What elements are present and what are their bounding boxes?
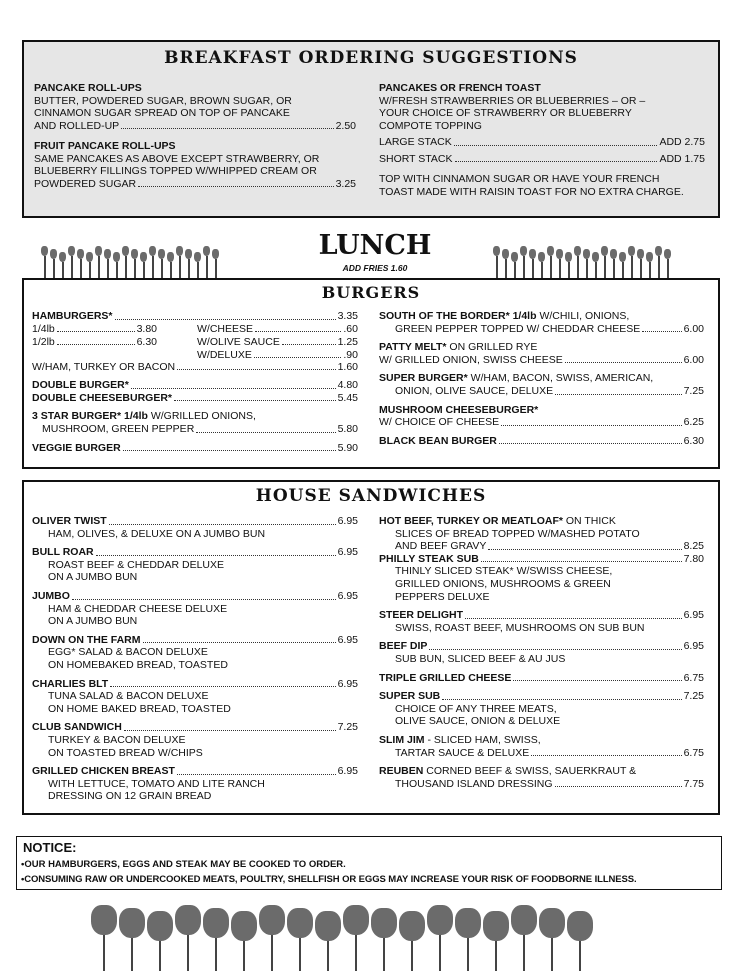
item-name: DOUBLE BURGER* [32, 379, 129, 392]
tulip-icon [158, 249, 165, 278]
lunch-title: LUNCH [318, 230, 432, 261]
item-name: HAMBURGERS* [32, 310, 113, 322]
tulip-icon [315, 911, 341, 971]
price: 6.00 [683, 353, 704, 366]
tulip-icon [149, 246, 156, 278]
tulip-border-left [40, 240, 240, 278]
item-desc: HAM & CHEDDAR CHEESE DELUXE [48, 602, 228, 615]
price: 2.50 [335, 119, 356, 132]
item-name: TRIPLE GRILLED CHEESE [379, 671, 512, 684]
item-desc: ONION, OLIVE SAUCE, DELUXE [395, 384, 554, 397]
breakfast-title: BREAKFAST ORDERING SUGGESTIONS [164, 48, 578, 68]
tulip-icon [343, 905, 369, 971]
item-desc: GREEN PEPPER TOPPED W/ CHEDDAR CHEESE [395, 322, 641, 335]
price: 6.95 [337, 677, 358, 690]
tulip-icon [455, 908, 481, 971]
tulip-icon [664, 249, 671, 278]
price: 6.95 [337, 515, 358, 527]
price: 6.95 [683, 640, 704, 653]
tulip-icon [483, 911, 509, 971]
tulip-icon [167, 252, 174, 278]
price: 6.25 [683, 416, 704, 429]
tulip-icon [646, 252, 653, 278]
price: .60 [343, 322, 358, 335]
notice-line: •CONSUMING RAW OR UNDERCOOKED MEATS, POULTRY, SHELLFISH OR EGGS MAY INCREASE YOUR RISK OF FOODBORNE ILLNESS. [21, 874, 637, 885]
tulip-icon [113, 252, 120, 278]
item-desc: AND BEEF GRAVY [395, 540, 487, 553]
price: 6.75 [683, 671, 704, 684]
price: 6.95 [337, 633, 358, 646]
item-desc: YOUR CHOICE OF STRAWBERRY OR BLUEBERRY [379, 107, 632, 119]
tulip-icon [59, 252, 66, 278]
tulip-icon [122, 246, 129, 278]
sandwiches-right [379, 515, 704, 790]
item-name: MUSHROOM CHEESEBURGER* [379, 403, 539, 416]
tulip-icon [610, 249, 617, 278]
price: 6.75 [683, 746, 704, 759]
item-desc: SUB BUN, SLICED BEEF & AU JUS [395, 652, 566, 665]
option: W/DELUXE [197, 348, 252, 361]
price: 5.45 [337, 391, 358, 404]
tulip-icon [567, 911, 593, 971]
item-name: PANCAKE ROLL-UPS [34, 82, 142, 94]
price: 1.60 [337, 360, 358, 373]
item-desc: EGG* SALAD & BACON DELUXE [48, 646, 208, 659]
tulip-icon [655, 246, 662, 278]
item-desc: SAME PANCAKES AS ABOVE EXCEPT STRAWBERRY, OR [34, 152, 320, 165]
price: 6.30 [683, 434, 704, 447]
sandwich-row [32, 765, 358, 778]
item-desc: OLIVE SAUCE, ONION & DELUXE [395, 715, 561, 728]
price: 6.00 [683, 322, 704, 335]
burgers-left [32, 310, 358, 454]
tulip-icon [212, 249, 219, 278]
price: 7.80 [683, 552, 704, 565]
stack-row: SHORT STACK ADD 1.75 [379, 152, 705, 165]
notice-line: •OUR HAMBURGERS, EGGS AND STEAK MAY BE COOKED TO ORDER. [21, 859, 346, 870]
price: 3.25 [335, 177, 356, 190]
tulip-icon [50, 249, 57, 278]
item-desc: THOUSAND ISLAND DRESSING [395, 777, 553, 790]
tulip-icon [511, 252, 518, 278]
notice-title: NOTICE: [23, 840, 77, 855]
item-desc: W/ CHOICE OF CHEESE [379, 416, 500, 429]
item-name: SUPER BURGER* [379, 372, 468, 385]
tulip-icon [147, 911, 173, 971]
item-name: JUMBO [32, 589, 70, 602]
item-name: BULL ROAR [32, 546, 94, 559]
tulip-icon [95, 246, 102, 278]
tulip-icon [574, 246, 581, 278]
price: 5.80 [337, 422, 358, 435]
tulip-icon [520, 246, 527, 278]
item-name: GRILLED CHICKEN BREAST [32, 765, 175, 778]
price: 3.80 [136, 322, 157, 335]
item-desc: COMPOTE TOPPING [379, 119, 482, 132]
price: .90 [343, 348, 358, 361]
tulip-icon [175, 905, 201, 971]
item-name: PANCAKES OR FRENCH TOAST [379, 82, 541, 94]
price: 6.95 [337, 546, 358, 559]
item-desc: CHOICE OF ANY THREE MEATS, [395, 702, 557, 715]
price: 4.80 [337, 379, 358, 392]
tulip-icon [637, 249, 644, 278]
sandwiches-box [22, 480, 720, 815]
item-desc: BUTTER, POWDERED SUGAR, BROWN SUGAR, OR [34, 94, 292, 107]
tulip-icon [601, 246, 608, 278]
price: 6.30 [136, 335, 157, 348]
item-name: SUPER SUB [379, 690, 441, 703]
tulip-icon [427, 905, 453, 971]
tulip-icon [91, 905, 117, 971]
tulip-icon [511, 905, 537, 971]
item-name: DOUBLE CHEESEBURGER* [32, 391, 173, 404]
note: TOAST MADE WITH RAISIN TOAST FOR NO EXTRA CHARGE. [379, 185, 684, 198]
item-desc: TARTAR SAUCE & DELUXE [395, 746, 530, 759]
tulip-icon [194, 252, 201, 278]
item-desc: - SLICED HAM, SWISS, [427, 733, 541, 746]
tulip-icon [493, 246, 500, 278]
tulip-icon [140, 252, 147, 278]
item-desc: CINNAMON SUGAR SPREAD ON TOP OF PANCAKE [34, 107, 290, 119]
tulip-icon [41, 246, 48, 278]
tulip-icon [104, 249, 111, 278]
item-name: FRUIT PANCAKE ROLL-UPS [34, 140, 176, 152]
sandwiches-title: HOUSE SANDWICHES [255, 486, 487, 506]
tulip-icon [556, 249, 563, 278]
item-desc: HAM, OLIVES, & DELUXE ON A JUMBO BUN [48, 527, 266, 540]
item-price-row: AND ROLLED-UP 2.50 [34, 119, 356, 132]
item-name: CLUB SANDWICH [32, 721, 122, 734]
option: W/CHEESE [197, 322, 254, 335]
item-name: PHILLY STEAK SUB [379, 552, 479, 565]
sandwich-row [32, 634, 358, 647]
sandwich-row [32, 678, 358, 691]
item-desc: W/HAM, BACON, SWISS, AMERICAN, [470, 372, 654, 385]
option: W/HAM, TURKEY OR BACON [32, 360, 176, 373]
item-name: BEEF DIP [379, 640, 428, 653]
tulip-icon [371, 908, 397, 971]
item-desc: W/CHILI, ONIONS, [539, 310, 630, 322]
item-desc: ON THICK [565, 515, 616, 527]
tulip-icon [547, 246, 554, 278]
price: 3.35 [337, 310, 358, 322]
item-desc: PEPPERS DELUXE [395, 590, 490, 603]
tulip-icon [565, 252, 572, 278]
tulip-icon [176, 246, 183, 278]
item-desc: GRILLED ONIONS, MUSHROOMS & GREEN [395, 577, 611, 590]
burgers-right [379, 310, 704, 447]
price: 6.95 [337, 765, 358, 778]
notice-box [16, 836, 722, 890]
item-name: OLIVER TWIST [32, 515, 107, 527]
price: 7.25 [337, 721, 358, 734]
item-name: PATTY MELT* [379, 341, 447, 354]
tulip-icon [203, 908, 229, 971]
breakfast-left [34, 82, 356, 190]
tulip-icon [538, 252, 545, 278]
item-name: CHARLIES BLT [32, 677, 109, 690]
item-desc: ON A JUMBO BUN [48, 571, 138, 584]
tulip-icon [529, 249, 536, 278]
price: 7.75 [683, 777, 704, 790]
tulip-icon [203, 246, 210, 278]
item-desc: WITH LETTUCE, TOMATO AND LITE RANCH [48, 777, 265, 790]
item-name: DOWN ON THE FARM [32, 633, 141, 646]
item-desc: MUSHROOM, GREEN PEPPER [42, 422, 195, 435]
item-name: STEER DELIGHT [379, 609, 464, 622]
price: 5.90 [337, 441, 358, 454]
price: ADD 1.75 [659, 152, 705, 165]
tulip-icon [619, 252, 626, 278]
item-name: REUBEN [379, 765, 424, 778]
tulip-icon [86, 252, 93, 278]
item-name: HOT BEEF, TURKEY OR MEATLOAF* [379, 515, 563, 527]
tulip-icon [119, 908, 145, 971]
lunch-subtitle: ADD FRIES 1.60 [342, 263, 408, 273]
price: 6.95 [683, 609, 704, 622]
size: 1/2lb [32, 335, 55, 348]
tulip-icon [592, 252, 599, 278]
sandwich-row [32, 590, 358, 603]
item-name: VEGGIE BURGER [32, 441, 121, 454]
tulip-icon [131, 249, 138, 278]
price: 7.25 [683, 690, 704, 703]
item-price-row: POWDERED SUGAR 3.25 [34, 177, 356, 190]
item-name: 3 STAR BURGER* 1/4lb [32, 410, 148, 423]
breakfast-right [379, 82, 705, 198]
stack-row: LARGE STACK ADD 2.75 [379, 136, 705, 148]
tulip-border-right [492, 240, 692, 278]
price: 7.25 [683, 384, 704, 397]
item-desc: ON TOASTED BREAD W/CHIPS [48, 746, 203, 759]
burgers-title: BURGERS [321, 283, 421, 302]
price: ADD 2.75 [659, 136, 705, 148]
item-desc: CORNED BEEF & SWISS, SAUERKRAUT & [426, 765, 637, 778]
tulip-icon [539, 908, 565, 971]
price: 6.95 [337, 589, 358, 602]
item-desc: ON HOME BAKED BREAD, TOASTED [48, 702, 231, 715]
item-desc: ON HOMEBAKED BREAD, TOASTED [48, 658, 228, 671]
tulip-icon [259, 905, 285, 971]
tulip-icon [287, 908, 313, 971]
item-desc: TURKEY & BACON DELUXE [48, 733, 186, 746]
sandwich-row [32, 721, 358, 734]
tulip-icon [583, 249, 590, 278]
price: 1.25 [337, 335, 358, 348]
tulip-icon [628, 246, 635, 278]
item-desc: ON GRILLED RYE [449, 341, 538, 354]
item-desc: DRESSING ON 12 GRAIN BREAD [48, 790, 212, 803]
item-name: SOUTH OF THE BORDER* 1/4lb [379, 310, 537, 322]
item-desc: TUNA SALAD & BACON DELUXE [48, 690, 209, 703]
price: 8.25 [683, 540, 704, 553]
tulip-icon [185, 249, 192, 278]
sandwiches-left [32, 515, 358, 809]
size: 1/4lb [32, 322, 55, 335]
item-desc: SWISS, ROAST BEEF, MUSHROOMS ON SUB BUN [395, 621, 645, 634]
burgers-box [22, 278, 720, 469]
tulip-icon [77, 249, 84, 278]
item-desc: THINLY SLICED STEAK* W/SWISS CHEESE, [395, 565, 613, 578]
tulip-icon [399, 911, 425, 971]
option: W/OLIVE SAUCE [197, 335, 280, 348]
tulip-icon [68, 246, 75, 278]
item-desc: SLICES OF BREAD TOPPED W/MASHED POTATO [395, 527, 640, 540]
item-desc: ON A JUMBO BUN [48, 615, 138, 628]
item-name: BLACK BEAN BURGER [379, 434, 497, 447]
sandwich-row [32, 546, 358, 559]
breakfast-box [22, 40, 720, 218]
sandwich-row [32, 515, 358, 528]
item-desc: BLUEBERRY FILLINGS TOPPED W/WHIPPED CREAM OR [34, 165, 317, 177]
item-desc: W/GRILLED ONIONS, [150, 410, 256, 423]
tulip-border-bottom [90, 898, 670, 971]
tulip-icon [502, 249, 509, 278]
item-name: SLIM JIM [379, 733, 425, 746]
item-desc: ROAST BEEF & CHEDDAR DELUXE [48, 558, 225, 571]
item-desc: W/FRESH STRAWBERRIES OR BLUEBERRIES – OR – [379, 94, 646, 107]
note: TOP WITH CINNAMON SUGAR OR HAVE YOUR FRENCH [379, 173, 660, 185]
item-desc: W/ GRILLED ONION, SWISS CHEESE [379, 353, 563, 366]
tulip-icon [231, 911, 257, 971]
